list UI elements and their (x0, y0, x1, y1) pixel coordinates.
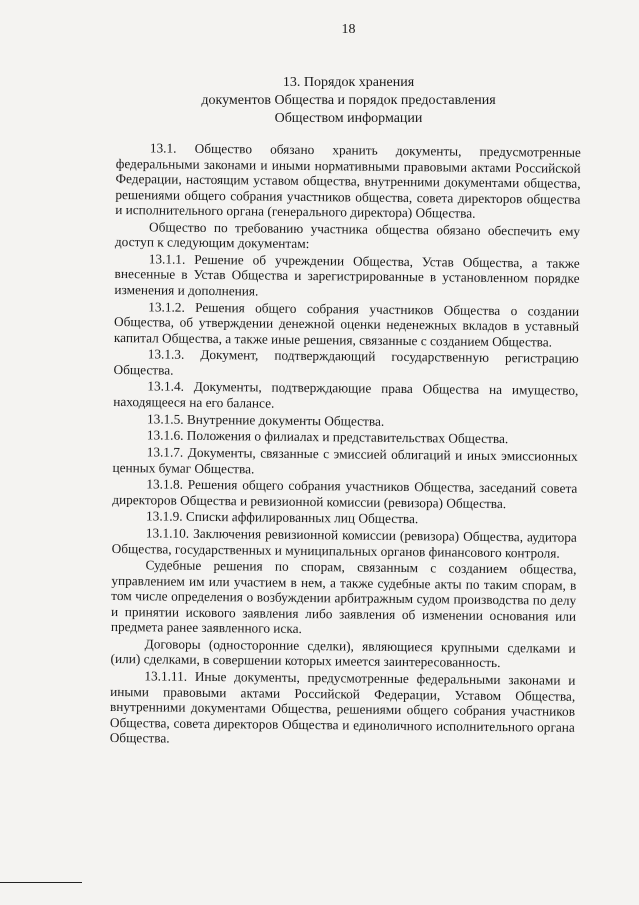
paragraph-13-1-4: 13.1.4. Документы, подтверждающие права Общества на имущество, находящееся на его балансе. (113, 378, 579, 411)
paragraph-13-1-5: 13.1.5. Внутренние документы Общества. (147, 410, 385, 429)
paragraph-13-1-8: 13.1.8. Решения общего собрания участников Общества, заседаний совета директоров Общества и ревизионной комиссии (ревизора) Общества. (112, 476, 578, 511)
paragraph-13-1-10: 13.1.10. Заключения ревизионной комиссии (ревизора) Общества, аудитора Общества, государственных и муниципальных органов финансового контроля. (111, 525, 577, 561)
paragraph-13-1-11: 13.1.11. Иные документы, предусмотренные федеральными законами и иными правовыми актами Российской Федерации, Уставом Общества, внутренними документами Общества, решениями общего собрания участников Общества, совета директоров Общества и единоличного исполнительного органа Общества. (109, 668, 576, 746)
paragraph-13-1-2: 13.1.2. Решения общего собрания участников Общества о создании Общества, об утверждении денежной оценки неденежных вкладов в уставный капитал Общества, а также иные решения, связанные с созданием Общества. (113, 298, 580, 350)
paragraph-13-1: 13.1. Общество обязано хранить документы, предусмотренные федеральными законами и иными нормативными правовыми актами Российской Федерации, настоящим уставом общества, внутренними документами общества, решениями общего собрания участников общества, совета директоров общества и исполнительного органа (генерального директора) Общества. (115, 140, 581, 221)
paragraph-13-1-6: 13.1.6. Положения о филиалах и представительствах Общества. (146, 427, 509, 447)
paragraph-13-1-3: 13.1.3. Документ, подтверждающий государственную регистрацию Общества. (113, 346, 579, 378)
section-title-line-3: Обществом информации (274, 111, 423, 126)
paragraph-access: Общество по требованию участника общества обязано обеспечить ему доступ к следующим документам: (114, 219, 581, 252)
paragraph-court-decisions: Судебные решения по спорам, связанным с созданием общества, управлением им или участием в нем, а также судебные акты по таким спорам, в том числе определения о возбуждении арбитражным судом производства по делу и принятии искового заявления либо заявления об изменении основания или предмета ранее заявленного иска. (110, 557, 577, 637)
document-body (110, 140, 581, 752)
paragraph-13-1-7: 13.1.7. Документы, связанные с эмиссией облигаций и иных эмиссионных ценных бумаг Общества. (112, 444, 578, 476)
paragraph-contracts: Договоры (односторонние сделки), являющиеся крупными сделками и (или) сделками, в совершении которых имеется заинтересованность. (110, 636, 576, 671)
section-title-line-2: документов Общества и порядок предоставления (201, 93, 496, 108)
page-number: 18 (341, 22, 356, 37)
footnote-divider (0, 882, 82, 883)
paragraph-13-1-1: 13.1.1. Решение об учреждении Общества, Устав Общества, а также внесенные в Устав Общества и зарегистрированные в установленном порядке изменения и дополнения. (114, 251, 580, 299)
section-title-line-1: 13. Порядок хранения (282, 75, 415, 90)
section-title (116, 74, 581, 128)
paragraph-13-1-9: 13.1.9. Списки аффилированных лиц Общества. (145, 508, 419, 527)
